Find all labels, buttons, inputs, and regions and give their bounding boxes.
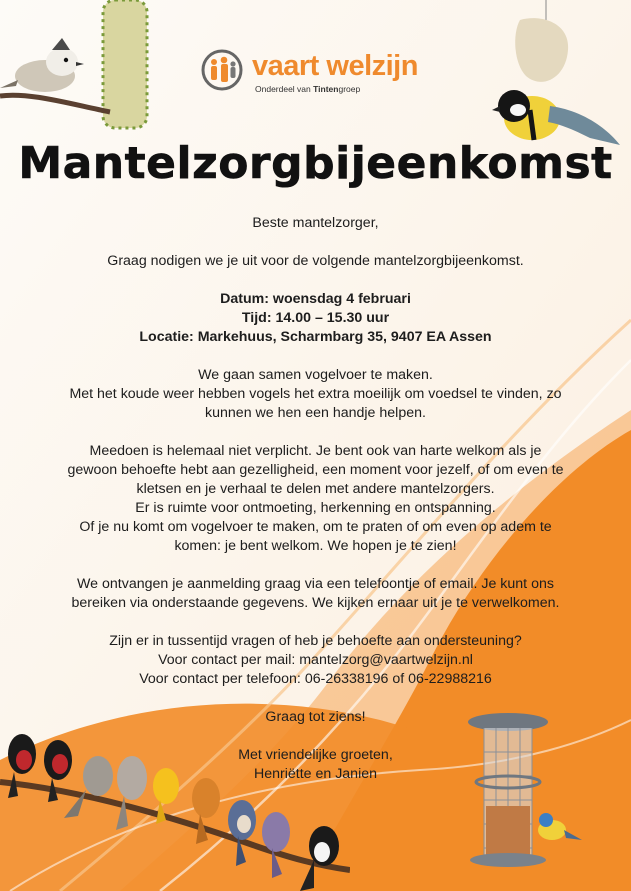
activity-line: Met het koude weer hebben vogels het extra moeilijk om voedsel te vinden, zo — [69, 386, 562, 402]
event-time: Tijd: 14.00 – 15.30 uur — [241, 310, 390, 326]
contact-question: Zijn er in tussentijd vragen of heb je behoefte aan ondersteuning? — [109, 633, 522, 649]
registration-line: bereiken via onderstaande gegevens. We kijken ernaar uit je te verwelkomen. — [71, 595, 560, 611]
closing: Graag tot ziens! — [265, 709, 366, 725]
registration-line: We ontvangen je aanmelding graag via een telefoontje of email. Je kunt ons — [77, 576, 554, 592]
bird-feeder-icon — [466, 712, 596, 891]
welcome-line: komen: je bent welkom. We hopen je te zien! — [174, 538, 457, 554]
regards: Met vriendelijke groeten, — [238, 747, 393, 763]
signature: Henriëtte en Janien — [253, 766, 378, 782]
activity-line: We gaan samen vogelvoer te maken. — [198, 367, 433, 383]
great-tit-bird-icon — [490, 0, 631, 160]
logo-subline: Onderdeel van Tintengroep — [255, 84, 361, 94]
people-logo-icon — [200, 48, 248, 92]
page-title: Mantelzorgbijeenkomst — [18, 138, 613, 189]
vaart-welzijn-logo — [200, 48, 430, 98]
crested-tit-bird-icon — [0, 0, 160, 140]
logo-wordmark: vaart welzijn — [252, 50, 418, 82]
event-location: Locatie: Markehuus, Scharmbarg 35, 9407 EA Assen — [139, 329, 492, 345]
invite-text: Graag nodigen we je uit voor de volgende mantelzorgbijeenkomst. — [107, 253, 524, 269]
welcome-line: gewoon behoefte hebt aan gezelligheid, een moment voor jezelf, of om even te — [67, 462, 564, 478]
welcome-line: kletsen en je verhaal te delen met andere mantelzorgers. — [136, 481, 495, 497]
salutation: Beste mantelzorger, — [252, 215, 379, 231]
event-date: Datum: woensdag 4 februari — [220, 291, 411, 307]
activity-line: kunnen we hen een handje helpen. — [205, 405, 426, 421]
invitation-letter — [40, 214, 591, 784]
welcome-line: Er is ruimte voor ontmoeting, herkenning en ontspanning. — [135, 500, 496, 516]
birds-on-branch-icon — [0, 720, 350, 891]
contact-phone: Voor contact per telefoon: 06-26338196 of 06-22988216 — [139, 671, 492, 687]
welcome-line: Of je nu komt om vogelvoer te maken, om te praten of om even op adem te — [79, 519, 552, 535]
contact-email: Voor contact per mail: mantelzorg@vaartwelzijn.nl — [158, 652, 473, 668]
welcome-line: Meedoen is helemaal niet verplicht. Je bent ook van harte welkom als je — [89, 443, 542, 459]
